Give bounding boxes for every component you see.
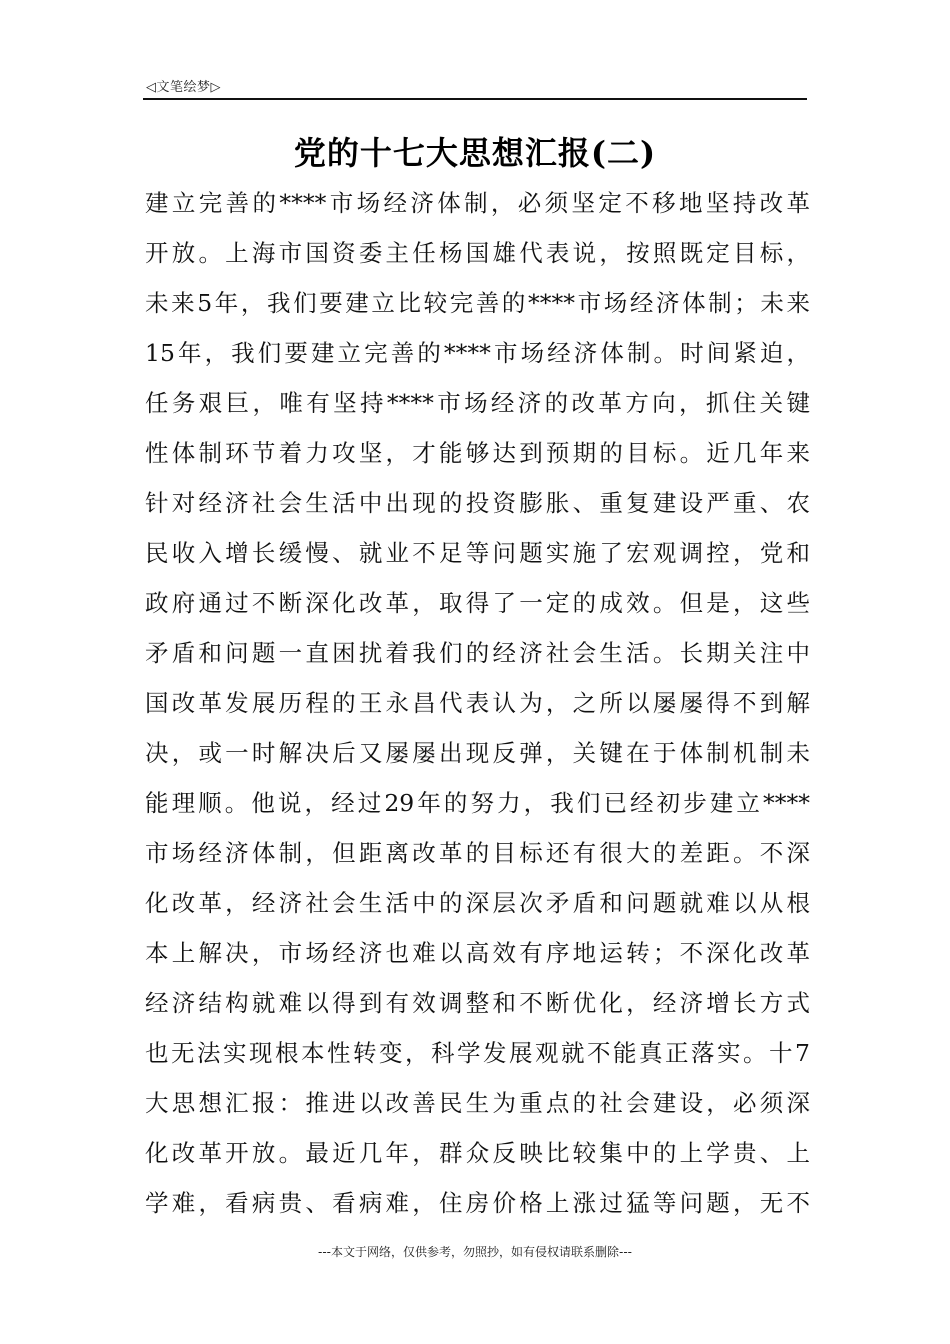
body-line: 民收入增长缓慢、就业不足等问题实施了宏观调控，党和: [145, 539, 810, 567]
footer-notice: ---本文于网络，仅供参考，勿照抄，如有侵权请联系删除---: [318, 1245, 632, 1259]
body-line: 针对经济社会生活中出现的投资膨胀、重复建设严重、农: [145, 489, 810, 517]
body-line: 决，或一时解决后又屡屡出现反弹，关键在于体制机制未: [145, 739, 810, 767]
body-line: 15年，我们要建立完善的****市场经济体制。时间紧迫，: [145, 339, 810, 367]
header-divider: [143, 98, 807, 100]
body-line: 政府通过不断深化改革，取得了一定的成效。但是，这些: [145, 589, 810, 617]
document-title: 党的十七大思想汇报(二): [293, 134, 657, 172]
header-brand: ◁文笔绘梦▷: [146, 80, 221, 95]
body-line: 市场经济体制，但距离改革的目标还有很大的差距。不深: [145, 839, 810, 867]
body-line: 化改革开放。最近几年，群众反映比较集中的上学贵、上: [145, 1139, 810, 1167]
body-line: 化改革，经济社会生活中的深层次矛盾和问题就难以从根: [145, 889, 810, 917]
body-line: 建立完善的****市场经济体制，必须坚定不移地坚持改革: [145, 189, 810, 217]
document-body: [145, 178, 810, 1228]
body-line: 国改革发展历程的王永昌代表认为，之所以屡屡得不到解: [145, 689, 810, 717]
body-line: 任务艰巨，唯有坚持****市场经济的改革方向，抓住关键: [145, 389, 810, 417]
body-line: 能理顺。他说，经过29年的努力，我们已经初步建立****: [145, 789, 810, 817]
body-line: 本上解决，市场经济也难以高效有序地运转；不深化改革: [145, 939, 810, 967]
body-line: 性体制环节着力攻坚，才能够达到预期的目标。近几年来: [145, 439, 810, 467]
body-line: 学难，看病贵、看病难，住房价格上涨过猛等问题，无不: [145, 1189, 810, 1217]
body-line: 大思想汇报：推进以改善民生为重点的社会建设，必须深: [145, 1089, 810, 1117]
body-line: 矛盾和问题一直困扰着我们的经济社会生活。长期关注中: [145, 639, 810, 667]
body-line: 经济结构就难以得到有效调整和不断优化，经济增长方式: [145, 989, 810, 1017]
body-line: 也无法实现根本性转变，科学发展观就不能真正落实。十7: [145, 1039, 810, 1067]
body-line: 未来5年，我们要建立比较完善的****市场经济体制；未来: [145, 289, 810, 317]
body-line: 开放。上海市国资委主任杨国雄代表说，按照既定目标，: [145, 239, 810, 267]
